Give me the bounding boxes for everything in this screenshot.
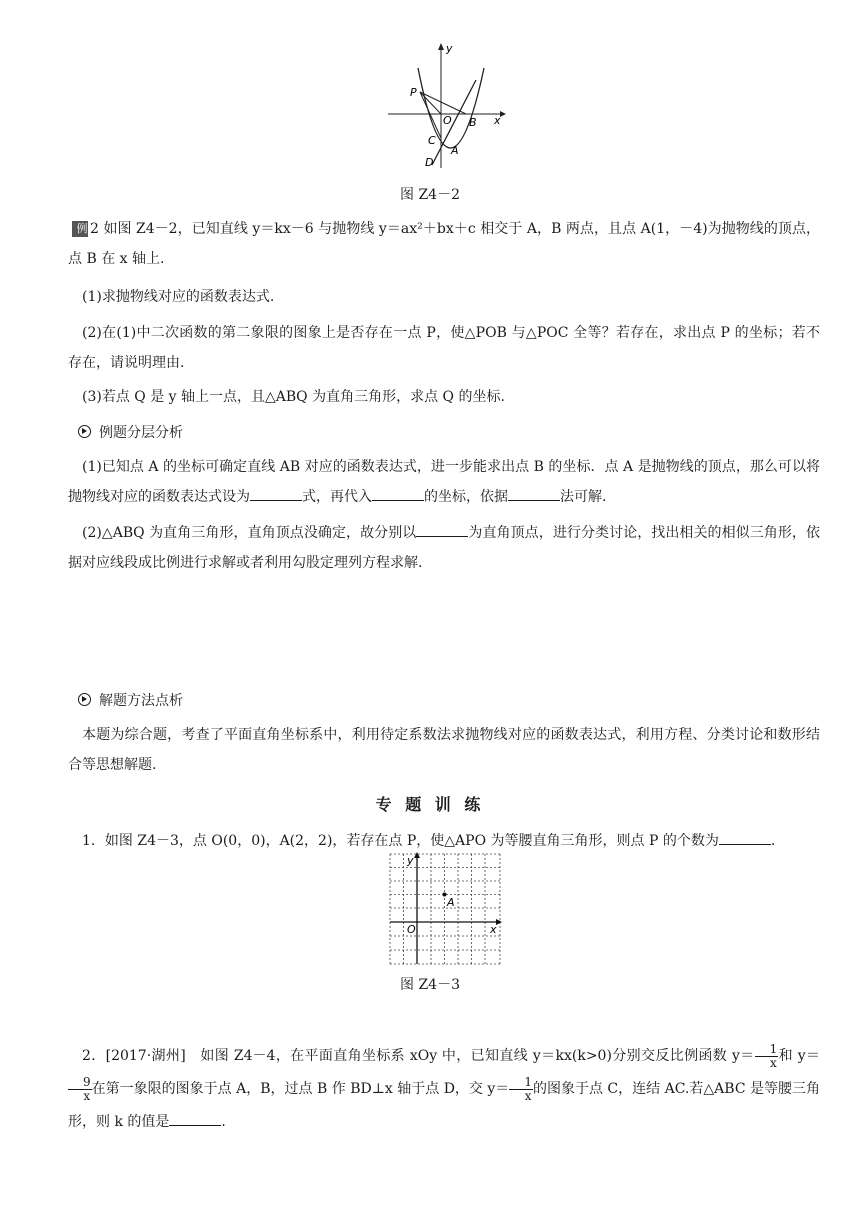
- example-2-q1: (1)求抛物线对应的函数表达式.: [82, 289, 275, 305]
- play-bullet-icon: [78, 425, 91, 438]
- analysis-p1: [68, 452, 820, 512]
- fig2-label-p: P: [410, 86, 417, 99]
- example-number: 2: [90, 221, 99, 237]
- training-q2-b: 和 y＝: [778, 1048, 821, 1064]
- example-2-q3: (3)若点 Q 是 y 轴上一点，且△ABQ 为直角三角形，求点 Q 的坐标.: [82, 389, 505, 405]
- answer-blank-6[interactable]: [169, 1111, 221, 1126]
- method-heading: [78, 686, 830, 716]
- analysis-heading: [78, 418, 830, 448]
- training-q2-end: .: [221, 1114, 226, 1130]
- answer-blank-3[interactable]: [508, 486, 560, 501]
- training-q1-end: .: [770, 833, 776, 849]
- play-bullet-icon: [78, 693, 91, 706]
- analysis-heading-text: 例题分层分析: [99, 425, 183, 441]
- analysis-p1-a: (1)已知点 A 的坐标可确定直线 AB 对应的函数表达式，进一步能求出点 B 的坐标．点 A 是抛物线的顶点，那么可以将抛物线对应的函数表达式设为: [68, 459, 820, 505]
- frac2-num: 9: [68, 1076, 92, 1090]
- fig3-label-o: O: [407, 923, 416, 936]
- example-2-intro-text: 如图 Z4－2，已知直线 y＝kx－6 与抛物线 y＝ax²＋bx＋c 相交于 A，B 两点，且点 A(1，－4)为抛物线的顶点，点 B 在 x 轴上.: [68, 221, 821, 267]
- frac1-den: x: [770, 1055, 777, 1070]
- fig2-label-o: O: [443, 114, 452, 127]
- fig2-label-c: C: [428, 134, 436, 147]
- example-2-intro: [68, 214, 820, 274]
- answer-blank-2[interactable]: [372, 486, 424, 501]
- frac1-num: 1: [755, 1043, 779, 1057]
- fraction-9-over-x: [68, 1076, 92, 1103]
- fraction-1-over-x: [755, 1043, 779, 1070]
- training-q1-text: 1．如图 Z4－3，点 O(0，0)，A(2，2)，若存在点 P，使△APO 为等腰直角三角形，则点 P 的个数为: [82, 833, 719, 849]
- fig2-label-x: x: [494, 114, 501, 127]
- analysis-p2-a: (2)△ABQ 为直角三角形，直角顶点没确定，故分别以: [82, 525, 417, 541]
- answer-blank-5[interactable]: [719, 830, 771, 845]
- fig2-label-b: B: [469, 116, 477, 129]
- fig2-label-a: A: [451, 144, 459, 157]
- figure-z4-2: [380, 40, 510, 172]
- frac2-den: x: [83, 1088, 91, 1103]
- method-text: 本题为综合题，考查了平面直角坐标系中，利用待定系数法求抛物线对应的函数表达式，利用方程、分类讨论和数形结合等思想解题.: [68, 727, 820, 773]
- analysis-p1-d: 法可解.: [560, 489, 607, 505]
- example-2-q2: (2)在(1)中二次函数的第二象限的图象上是否存在一点 P，使△POB 与△POC 全等？若存在，求出点 P 的坐标；若不存在，请说明理由.: [68, 325, 820, 371]
- training-q2: [68, 1040, 820, 1139]
- training-q2-d: 的图象于点 C，连结 AC.若△ABC 是等腰三角形，则 k 的值是: [68, 1081, 820, 1130]
- frac3-num: 1: [509, 1076, 533, 1090]
- training-q2-a: 2．[2017·湖州] 如图 Z4－4，在平面直角坐标系 xOy 中，已知直线 y＝kx(k>0)分别交反比例函数 y＝: [82, 1048, 755, 1064]
- analysis-p1-c: 的坐标，依据: [424, 489, 508, 505]
- figure-z4-3: [388, 852, 502, 966]
- answer-blank-1[interactable]: [250, 486, 302, 501]
- training-q2-c: 在第一象限的图象于点 A，B，过点 B 作 BD⊥x 轴于点 D，交 y＝: [91, 1081, 510, 1097]
- fig2-label-d: D: [425, 156, 434, 169]
- figure-z4-3-caption: 图 Z4－3: [400, 977, 460, 993]
- method-heading-text: 解题方法点析: [99, 693, 183, 709]
- figure-z4-2-caption: 图 Z4－2: [400, 187, 460, 203]
- analysis-p1-b: 式，再代入: [302, 489, 372, 505]
- training-title: 专 题 训 练: [375, 795, 485, 814]
- frac3-den: x: [524, 1088, 532, 1103]
- fig3-label-a: A: [447, 896, 455, 909]
- analysis-p2-b: 为直角顶点，进行分类讨论，找出相关的相似三角形，依据对应线段成比例进行求解或者利用勾股定理列方程求解.: [68, 525, 820, 571]
- fig3-label-y: y: [407, 854, 414, 867]
- fig3-label-x: x: [490, 923, 497, 936]
- fraction-1-over-x-2: [509, 1076, 533, 1103]
- answer-blank-4[interactable]: [416, 522, 468, 537]
- fig2-label-y: y: [446, 42, 453, 55]
- example-badge: 例: [72, 221, 88, 237]
- analysis-p2: [68, 518, 820, 578]
